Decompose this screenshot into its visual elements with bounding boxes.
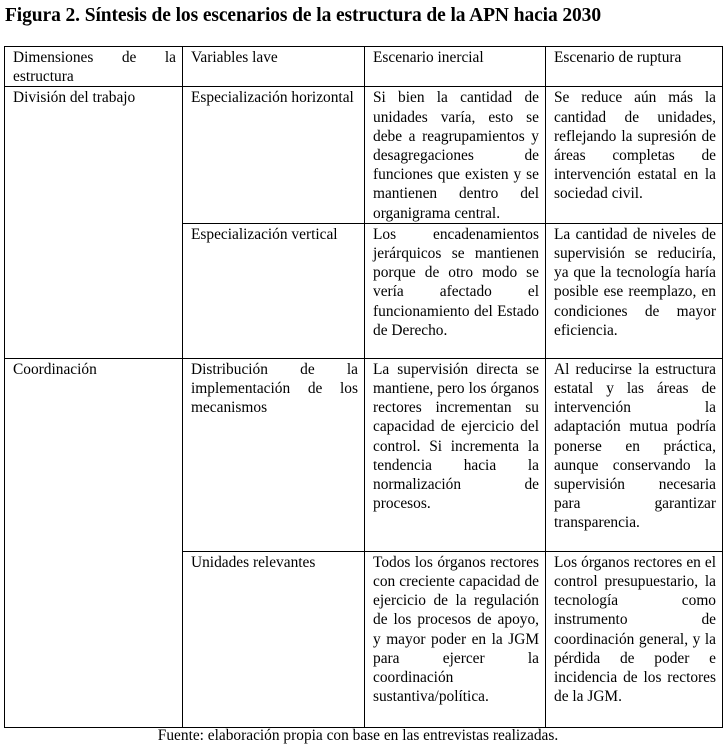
dimension-cell: Coordinación (5, 358, 183, 727)
figure-title: Figura 2. Síntesis de los escenarios de la estructura de la APN hacia 2030 (5, 5, 601, 26)
table-header-row (5, 47, 723, 87)
header-inercial: Escenario inercial (365, 47, 546, 87)
source-note-text: Fuente: elaboración propia con base en las entrevistas realizadas. (157, 727, 559, 744)
dimension-cell: División del trabajo (5, 87, 183, 358)
inercial-cell: Todos los órganos rectores con creciente capacidad de ejercicio de la regulación de los procesos de apoyo, y mayor poder en la JGM para ejercer la coordinación sustantiva/política. (365, 551, 546, 727)
ruptura-cell: La cantidad de niveles de supervisión se reduciría, ya que la tecnología haría posible ese reemplazo, en condiciones de mayor eficiencia. (546, 223, 723, 358)
variable-cell: Especialización horizontal (183, 87, 365, 223)
source-note (0, 727, 726, 745)
variable-cell: Unidades relevantes (183, 551, 365, 727)
table-row (5, 87, 723, 223)
ruptura-cell: Los órganos rectores en el control presupuestario, la tecnología como instrumento de coordinación general, y la pérdida de poder e incidencia de los rectores de la JGM. (546, 551, 723, 727)
header-dimensiones: Dimensiones de la estructura (5, 47, 183, 87)
ruptura-cell: Al reducirse la estructura estatal y las áreas de intervención la adaptación mutua podría ponerse en práctica, aunque conservando la supervisión necesaria para garantizar transparencia. (546, 358, 723, 551)
ruptura-cell: Se reduce aún más la cantidad de unidades, reflejando la supresión de áreas completas de intervención estatal en la sociedad civil. (546, 87, 723, 223)
table-row (5, 358, 723, 551)
inercial-cell: La supervisión directa se mantiene, pero los órganos rectores incrementan su capacidad de ejercicio del control. Si incrementa la tendencia hacia la normalización de procesos. (365, 358, 546, 551)
scenarios-table (4, 46, 723, 728)
variable-cell: Especialización vertical (183, 223, 365, 358)
inercial-cell: Si bien la cantidad de unidades varía, esto se debe a reagrupamientos y desagregaciones de funciones que existen y se mantienen dentro del organigrama central. (365, 87, 546, 223)
inercial-cell: Los encadenamientos jerárquicos se mantienen porque de otro modo se vería afectado el funcionamiento del Estado de Derecho. (365, 223, 546, 358)
variable-cell: Distribución de la implementación de los mecanismos (183, 358, 365, 551)
header-variables: Variables lave (183, 47, 365, 87)
header-ruptura: Escenario de ruptura (546, 47, 723, 87)
